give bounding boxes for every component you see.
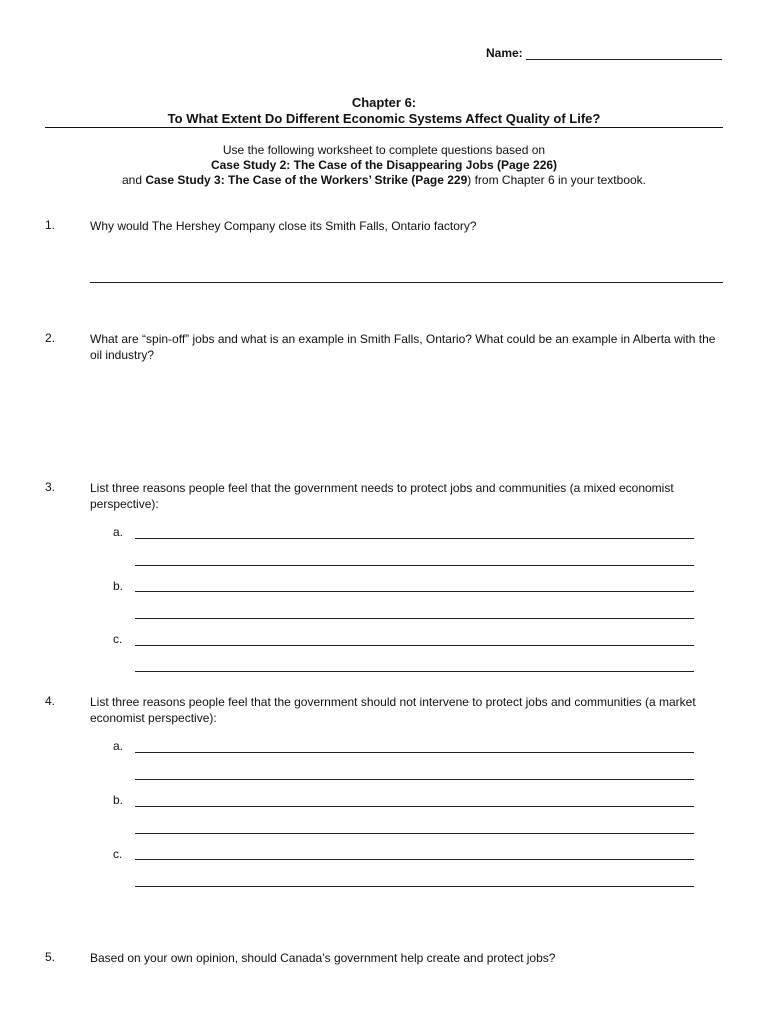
- sub-label: c.: [113, 632, 123, 646]
- question-number: 4.: [45, 694, 56, 708]
- sub-label: c.: [113, 847, 123, 861]
- name-input-line[interactable]: [526, 47, 722, 60]
- case-study-3: Case Study 3: The Case of the Workers’ Strike (Page 229: [145, 173, 468, 187]
- name-field-row: [486, 46, 722, 60]
- answer-line[interactable]: [135, 859, 694, 860]
- question-text: Why would The Hershey Company close its Smith Falls, Ontario factory?: [90, 219, 477, 233]
- question-text: List three reasons people feel that the government needs to protect jobs and communities (a mixed economist perspective):: [90, 481, 674, 511]
- instructions-line-3: [45, 173, 723, 188]
- answer-line[interactable]: [90, 282, 723, 283]
- sub-label: a.: [113, 739, 124, 753]
- sub-label: b.: [113, 579, 124, 593]
- answer-line[interactable]: [135, 538, 694, 539]
- answer-line[interactable]: [135, 806, 694, 807]
- answer-line[interactable]: [135, 752, 694, 753]
- question-number: 1.: [45, 218, 56, 232]
- name-label: Name:: [486, 46, 523, 60]
- sub-label: b.: [113, 793, 124, 807]
- answer-line[interactable]: [135, 618, 694, 619]
- question-number: 3.: [45, 480, 56, 494]
- answer-line[interactable]: [135, 671, 694, 672]
- question-text: List three reasons people feel that the government should not intervene to protect jobs and communities (a market economist perspective):: [90, 695, 696, 725]
- instructions: [45, 143, 723, 188]
- answer-line[interactable]: [135, 591, 694, 592]
- answer-line[interactable]: [135, 886, 694, 887]
- case-study-2: Case Study 2: The Case of the Disappearing Jobs (Page 226): [210, 158, 558, 172]
- sub-label: a.: [113, 525, 124, 539]
- chapter-heading: Chapter 6:: [351, 95, 417, 110]
- worksheet-title: [45, 95, 723, 127]
- answer-line[interactable]: [135, 565, 694, 566]
- instructions-prefix: and: [121, 173, 146, 187]
- question-text: Based on your own opinion, should Canada’s government help create and protect jobs?: [90, 951, 556, 965]
- title-divider: [45, 127, 723, 128]
- question-text: What are “spin-off” jobs and what is an example in Smith Falls, Ontario? What could be an example in Alberta with the oil industry?: [90, 332, 716, 362]
- question-number: 5.: [45, 950, 56, 964]
- question-number: 2.: [45, 331, 56, 345]
- answer-line[interactable]: [135, 779, 694, 780]
- instructions-suffix: ) from Chapter 6 in your textbook.: [467, 173, 646, 187]
- chapter-subtitle: To What Extent Do Different Economic Systems Affect Quality of Life?: [167, 111, 601, 126]
- answer-line[interactable]: [135, 833, 694, 834]
- answer-line[interactable]: [135, 645, 694, 646]
- instructions-line-1: Use the following worksheet to complete questions based on: [222, 143, 546, 157]
